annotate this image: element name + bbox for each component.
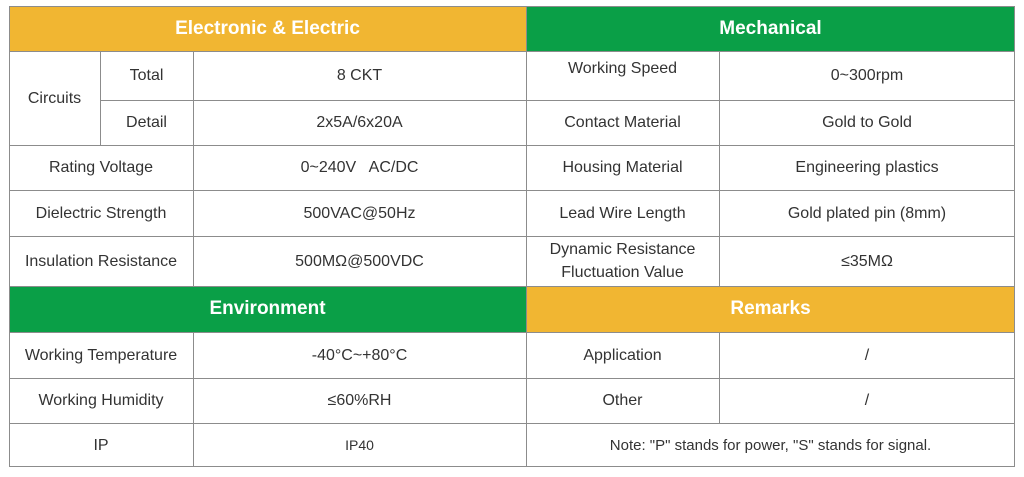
grid-line bbox=[9, 145, 1015, 146]
working-speed-label: Working Speed bbox=[567, 60, 678, 77]
grid-line bbox=[193, 332, 194, 467]
circuits-label: Circuits bbox=[27, 89, 82, 107]
grid-line bbox=[9, 6, 1015, 7]
housing-material-value: Engineering plastics bbox=[795, 159, 939, 176]
lead-wire-length-value: Gold plated pin (8mm) bbox=[787, 204, 947, 222]
detail-value: 2x5A/6x20A bbox=[316, 114, 403, 131]
grid-line bbox=[9, 378, 1015, 379]
grid-line bbox=[719, 332, 720, 423]
dynamic-resistance-label bbox=[526, 236, 719, 286]
other-value: / bbox=[864, 392, 870, 409]
working-speed-value: 0~300rpm bbox=[830, 67, 904, 84]
total-value: 8 CKT bbox=[336, 67, 383, 84]
grid-line bbox=[100, 100, 1015, 101]
grid-line bbox=[100, 51, 101, 145]
section-header-remarks: Remarks bbox=[526, 286, 1015, 332]
insulation-resistance-label: Insulation Resistance bbox=[24, 252, 178, 270]
remarks-note: Note: "P" stands for power, "S" stands for signal. bbox=[609, 436, 932, 454]
total-label: Total bbox=[129, 67, 164, 84]
grid-line bbox=[9, 332, 1015, 333]
application-label: Application bbox=[583, 346, 662, 364]
working-temperature-label: Working Temperature bbox=[24, 346, 178, 364]
application-value: / bbox=[864, 346, 870, 364]
working-humidity-value: ≤60%RH bbox=[327, 392, 392, 409]
grid-line bbox=[9, 236, 1015, 237]
contact-material-label: Contact Material bbox=[564, 114, 681, 131]
grid-line bbox=[9, 286, 1015, 287]
housing-material-label: Housing Material bbox=[562, 159, 683, 176]
ip-label: IP bbox=[93, 436, 109, 454]
grid-line bbox=[9, 190, 1015, 191]
section-header-electronic: Electronic & Electric bbox=[9, 6, 526, 51]
working-humidity-label: Working Humidity bbox=[38, 392, 164, 409]
detail-label: Detail bbox=[126, 114, 167, 131]
grid-line bbox=[526, 6, 527, 467]
section-header-environment: Environment bbox=[9, 286, 526, 332]
lead-wire-length-label: Lead Wire Length bbox=[559, 204, 686, 222]
grid-line bbox=[9, 423, 1015, 424]
grid-line bbox=[719, 51, 720, 286]
section-header-mechanical: Mechanical bbox=[526, 6, 1015, 51]
dielectric-strength-label: Dielectric Strength bbox=[35, 204, 167, 222]
dielectric-strength-value: 500VAC@50Hz bbox=[303, 204, 416, 222]
grid-line bbox=[193, 51, 194, 286]
working-temperature-value: -40°C~+80°C bbox=[311, 346, 408, 364]
rating-voltage-label: Rating Voltage bbox=[48, 159, 154, 176]
rating-voltage-value: 0~240V AC/DC bbox=[300, 159, 419, 176]
dynamic-resistance-label-line-1: Dynamic Resistance bbox=[549, 241, 696, 258]
other-label: Other bbox=[602, 392, 643, 409]
grid-line bbox=[9, 466, 1015, 467]
dynamic-resistance-value: ≤35MΩ bbox=[841, 252, 893, 270]
spec-table bbox=[9, 6, 1015, 467]
dynamic-resistance-label-line-2: Fluctuation Value bbox=[561, 264, 684, 281]
insulation-resistance-value: 500MΩ@500VDC bbox=[295, 252, 424, 270]
contact-material-value: Gold to Gold bbox=[822, 114, 912, 131]
grid-line bbox=[9, 51, 1015, 52]
ip-value: IP40 bbox=[345, 436, 374, 453]
